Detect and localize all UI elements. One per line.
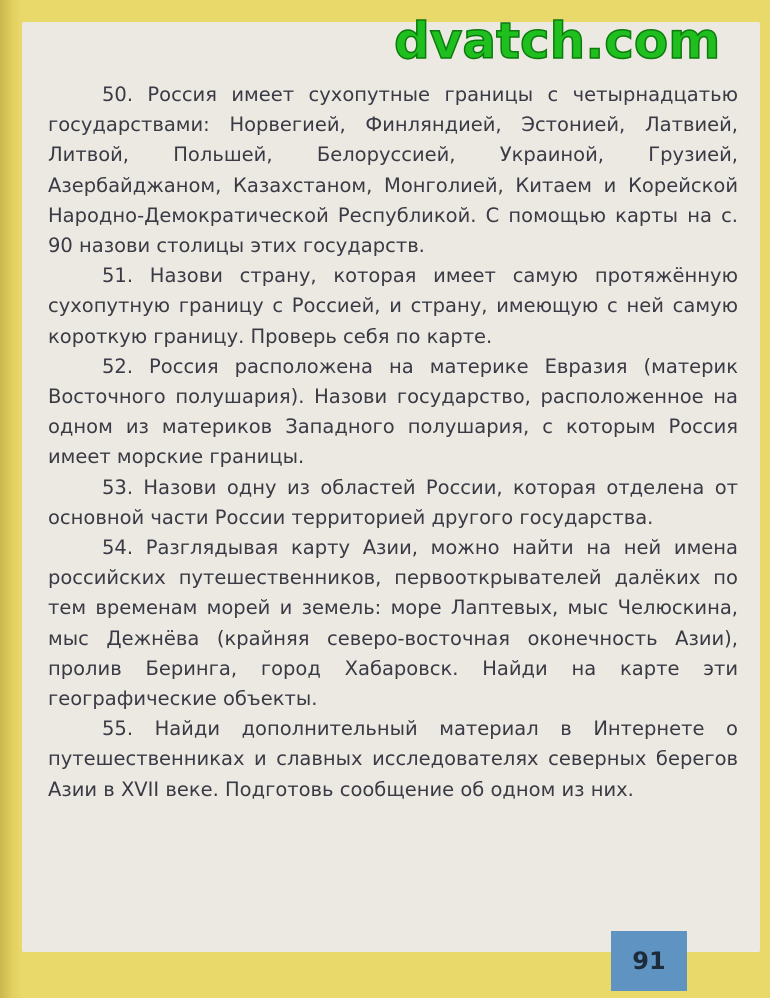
book-binding bbox=[0, 0, 22, 998]
task-55: 55. Найди дополнительный материал в Интернете о путешественниках и славных исследователях северных берегов Азии в XVII веке. Подготовь сообщение об одном из них. bbox=[48, 717, 738, 801]
book-page bbox=[22, 22, 760, 952]
page-text bbox=[48, 80, 738, 805]
task-53: 53. Назови одну из областей России, которая отделена от основной части России территорией другого государства. bbox=[48, 475, 738, 529]
task-51: 51. Назови страну, которая имеет самую протяжённую сухопутную границу с Россией, и страну, имеющую с ней самую короткую границу. Проверь себя по карте. bbox=[48, 264, 738, 348]
task-52: 52. Россия расположена на материке Евразия (материк Восточного полушария). Назови государство, расположенное на одном из материков Западного полушария, с которым Россия имеет морские границы. bbox=[48, 354, 738, 469]
page-number: 91 bbox=[611, 931, 687, 991]
watermark: dvatch.com bbox=[394, 12, 721, 70]
task-50: 50. Россия имеет сухопутные границы с четырнадцатью государствами: Норвегией, Финляндией, Эстонией, Латвией, Литвой, Польшей, Белоруссией, Украиной, Грузией, Азербайджаном, Казахстаном, Монголией, Китаем и Корейской Народно-Демократической Республикой. С помощью карты на с. 90 назови столицы этих государств. bbox=[48, 83, 738, 258]
task-54: 54. Разглядывая карту Азии, можно найти на ней имена российских путешественников, первооткрывателей далёких по тем временам морей и земель: море Лаптевых, мыс Челюскина, мыс Дежнёва (крайняя северо-восточная оконечность Азии), пролив Беринга, город Хабаровск. Найди на карте эти географические объекты. bbox=[48, 536, 738, 711]
